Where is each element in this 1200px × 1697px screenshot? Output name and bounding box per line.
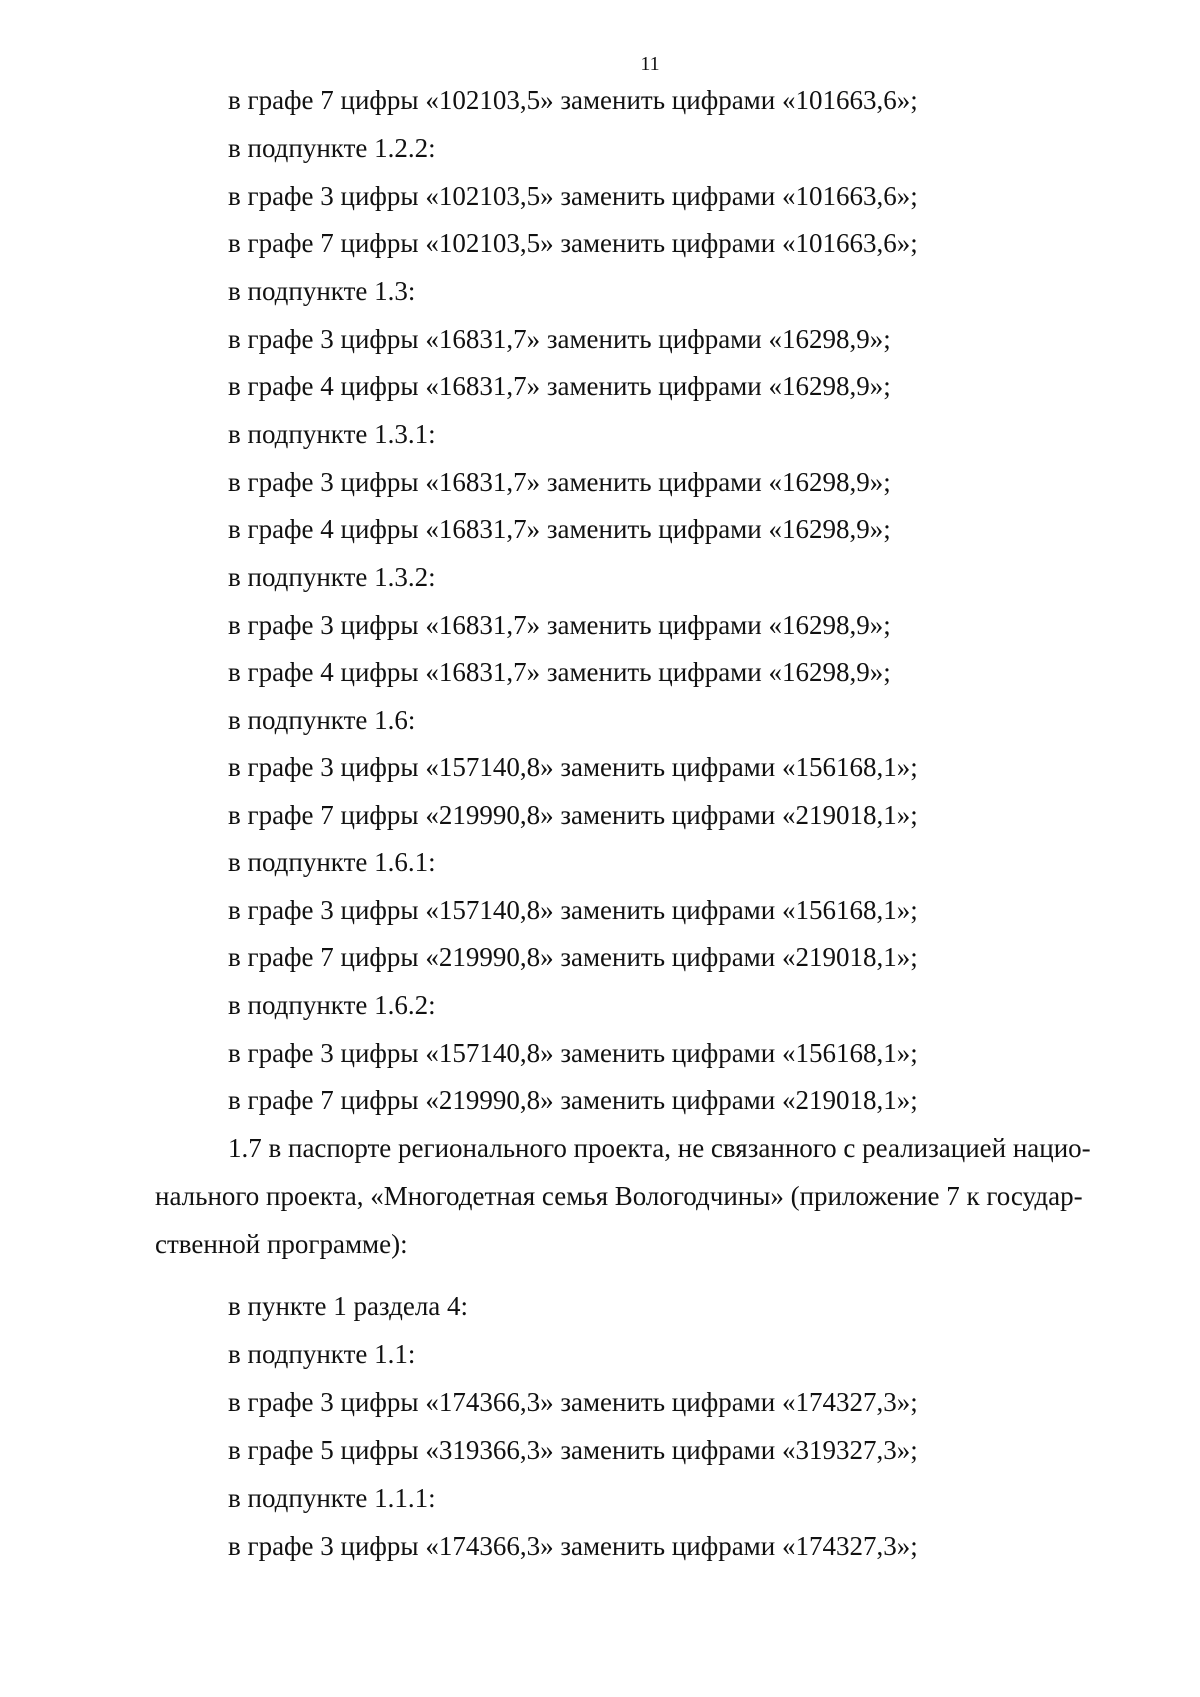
amendment-line: в графе 3 цифры «157140,8» заменить цифрами «156168,1»; [228, 895, 918, 925]
amendment-line: в подпункте 1.6.1: [228, 847, 436, 877]
amendment-line: в подпункте 1.6.2: [228, 990, 436, 1020]
amendment-line: в подпункте 1.1: [228, 1339, 416, 1369]
amendment-line: в подпункте 1.3: [228, 276, 416, 306]
amendment-line: в графе 4 цифры «16831,7» заменить цифрами «16298,9»; [228, 514, 891, 544]
amendment-line: в графе 7 цифры «219990,8» заменить цифрами «219018,1»; [228, 800, 918, 830]
amendment-line: в графе 3 цифры «157140,8» заменить цифрами «156168,1»; [228, 1038, 918, 1068]
amendment-line: в графе 3 цифры «174366,3» заменить цифрами «174327,3»; [228, 1387, 918, 1417]
paragraph-line: нального проекта, «Многодетная семья Вологодчины» (приложение 7 к государ- [155, 1181, 1083, 1211]
page-number: 11 [640, 53, 660, 75]
amendment-line: в графе 7 цифры «102103,5» заменить цифрами «101663,6»; [228, 85, 918, 115]
paragraph-line: ственной программе): [155, 1229, 408, 1259]
amendment-line: в графе 4 цифры «16831,7» заменить цифрами «16298,9»; [228, 657, 891, 687]
amendment-line: в графе 4 цифры «16831,7» заменить цифрами «16298,9»; [228, 371, 891, 401]
amendment-line: в графе 5 цифры «319366,3» заменить цифрами «319327,3»; [228, 1435, 918, 1465]
amendment-line: в графе 3 цифры «157140,8» заменить цифрами «156168,1»; [228, 752, 918, 782]
amendment-line: в графе 3 цифры «16831,7» заменить цифрами «16298,9»; [228, 610, 891, 640]
amendment-line: в подпункте 1.6: [228, 705, 416, 735]
amendment-line: в графе 7 цифры «219990,8» заменить цифрами «219018,1»; [228, 942, 918, 972]
amendment-line: в графе 3 цифры «16831,7» заменить цифрами «16298,9»; [228, 467, 891, 497]
amendment-line: в графе 3 цифры «102103,5» заменить цифрами «101663,6»; [228, 181, 918, 211]
amendment-line: в подпункте 1.2.2: [228, 133, 436, 163]
amendment-line: в графе 3 цифры «174366,3» заменить цифрами «174327,3»; [228, 1531, 918, 1561]
amendment-line: в графе 7 цифры «219990,8» заменить цифрами «219018,1»; [228, 1085, 918, 1115]
amendment-line: в графе 7 цифры «102103,5» заменить цифрами «101663,6»; [228, 228, 918, 258]
paragraph-line: 1.7 в паспорте регионального проекта, не связанного с реализацией нацио- [228, 1133, 1091, 1163]
amendment-line: в подпункте 1.3.1: [228, 419, 436, 449]
amendment-line: в пункте 1 раздела 4: [228, 1291, 469, 1321]
amendment-line: в графе 3 цифры «16831,7» заменить цифрами «16298,9»; [228, 324, 891, 354]
amendment-line: в подпункте 1.1.1: [228, 1483, 436, 1513]
amendment-line: в подпункте 1.3.2: [228, 562, 436, 592]
